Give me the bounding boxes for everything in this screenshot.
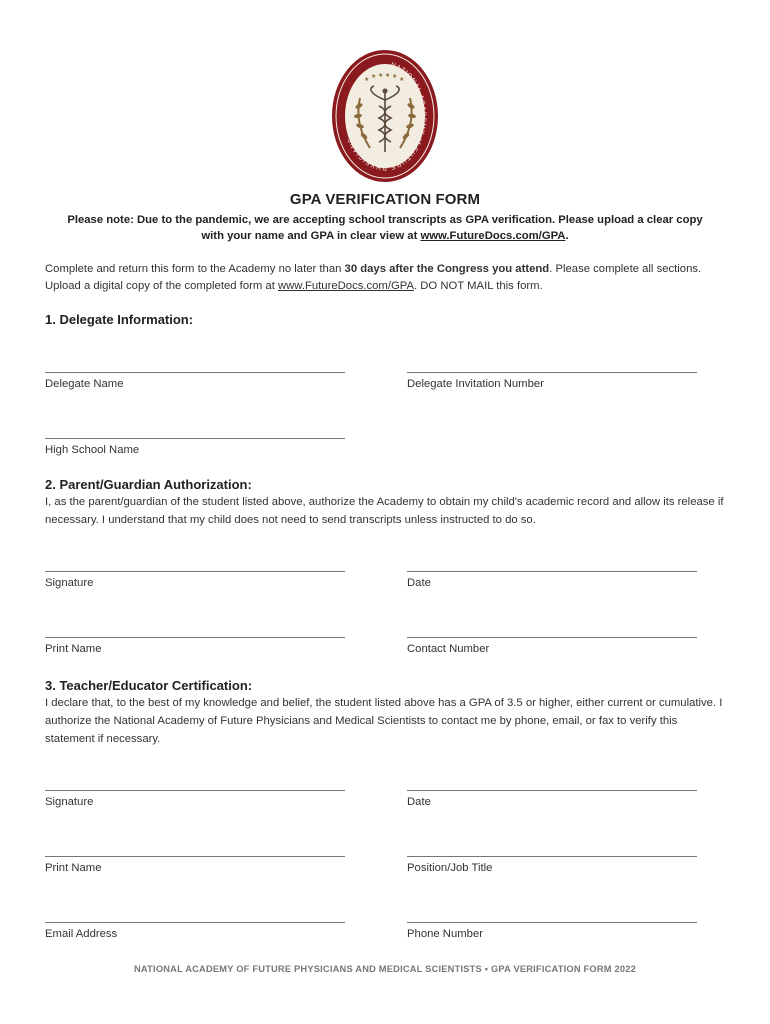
intro-text-2: . Please complete all sections. Upload a digital copy of the completed form at — [45, 263, 702, 292]
section-1-heading: 1. Delegate Information: — [45, 312, 194, 327]
parent-signature-label: Signature — [45, 577, 94, 589]
teacher-phone-label: Phone Number — [407, 928, 483, 940]
section-2-text: I, as the parent/guardian of the student listed above, authorize the Academy to obtain my child's academic record and allow its release if necessary. I understand that my child does not need to send transcripts unless instructed to do so. — [45, 496, 724, 526]
parent-contact-number-line[interactable] — [407, 637, 697, 638]
teacher-print-name-line[interactable] — [45, 856, 345, 857]
delegate-name-label: Delegate Name — [45, 378, 124, 390]
delegate-invitation-number-line[interactable] — [407, 372, 697, 373]
section-2-heading: 2. Parent/Guardian Authorization: — [45, 477, 252, 492]
delegate-name-line[interactable] — [45, 372, 345, 373]
parent-signature-line[interactable] — [45, 571, 345, 572]
section-3-text: I declare that, to the best of my knowledge and belief, the student listed above has a GPA of 3.5 or higher, either current or cumulative. I authorize the National Academy of Future Physicians and Medical Scientists to contact me by phone, email, or fax to verify this statement if necessary. — [45, 697, 723, 745]
svg-text:★: ★ — [392, 74, 398, 80]
teacher-signature-line[interactable] — [45, 790, 345, 791]
pandemic-note — [50, 212, 720, 244]
teacher-date-line[interactable] — [407, 790, 697, 791]
svg-text:★: ★ — [364, 77, 370, 83]
svg-text:★: ★ — [378, 73, 384, 79]
intro-upload-link[interactable]: www.FutureDocs.com/GPA — [277, 280, 414, 292]
svg-text:★: ★ — [371, 74, 377, 80]
teacher-position-label: Position/Job Title — [407, 862, 493, 874]
svg-text:★: ★ — [399, 77, 405, 83]
teacher-position-line[interactable] — [407, 856, 697, 857]
page-footer: NATIONAL ACADEMY OF FUTURE PHYSICIANS AND MEDICAL SCIENTISTS • GPA VERIFICATION FORM 2022 — [134, 964, 636, 974]
teacher-signature-label: Signature — [45, 796, 94, 808]
teacher-email-label: Email Address — [45, 928, 118, 940]
parent-date-line[interactable] — [407, 571, 697, 572]
high-school-name-label: High School Name — [45, 444, 140, 456]
seal-ring-text: NATIONAL ACADEMY of FUTURE PHYSICIANS — [346, 61, 427, 172]
teacher-date-label: Date — [407, 796, 431, 808]
note-line-1: Please note: Due to the pandemic, we are accepting school transcripts as GPA verification. Please upload a clear copy — [67, 214, 703, 226]
high-school-name-line[interactable] — [45, 438, 345, 439]
intro-deadline: 30 days after the Congress you attend — [344, 263, 550, 275]
intro-text-3: . DO NOT MAIL this form. — [414, 280, 543, 292]
teacher-print-name-label: Print Name — [45, 862, 102, 874]
form-title: GPA VERIFICATION FORM — [289, 191, 481, 208]
parent-print-name-label: Print Name — [45, 643, 102, 655]
parent-date-label: Date — [407, 577, 431, 589]
svg-text:★: ★ — [385, 73, 391, 79]
delegate-invitation-number-label: Delegate Invitation Number — [407, 378, 544, 390]
teacher-phone-line[interactable] — [407, 922, 697, 923]
note-line-2: with your name and GPA in clear view at — [201, 230, 421, 242]
note-upload-link[interactable]: www.FutureDocs.com/GPA — [420, 230, 566, 242]
teacher-email-line[interactable] — [45, 922, 345, 923]
intro-paragraph — [45, 261, 725, 295]
note-period: . — [565, 230, 569, 242]
academy-seal-logo — [330, 48, 440, 184]
section-3-heading: 3. Teacher/Educator Certification: — [45, 678, 253, 693]
intro-text-1: Complete and return this form to the Academy no later than — [45, 263, 345, 275]
parent-print-name-line[interactable] — [45, 637, 345, 638]
parent-contact-number-label: Contact Number — [407, 643, 490, 655]
